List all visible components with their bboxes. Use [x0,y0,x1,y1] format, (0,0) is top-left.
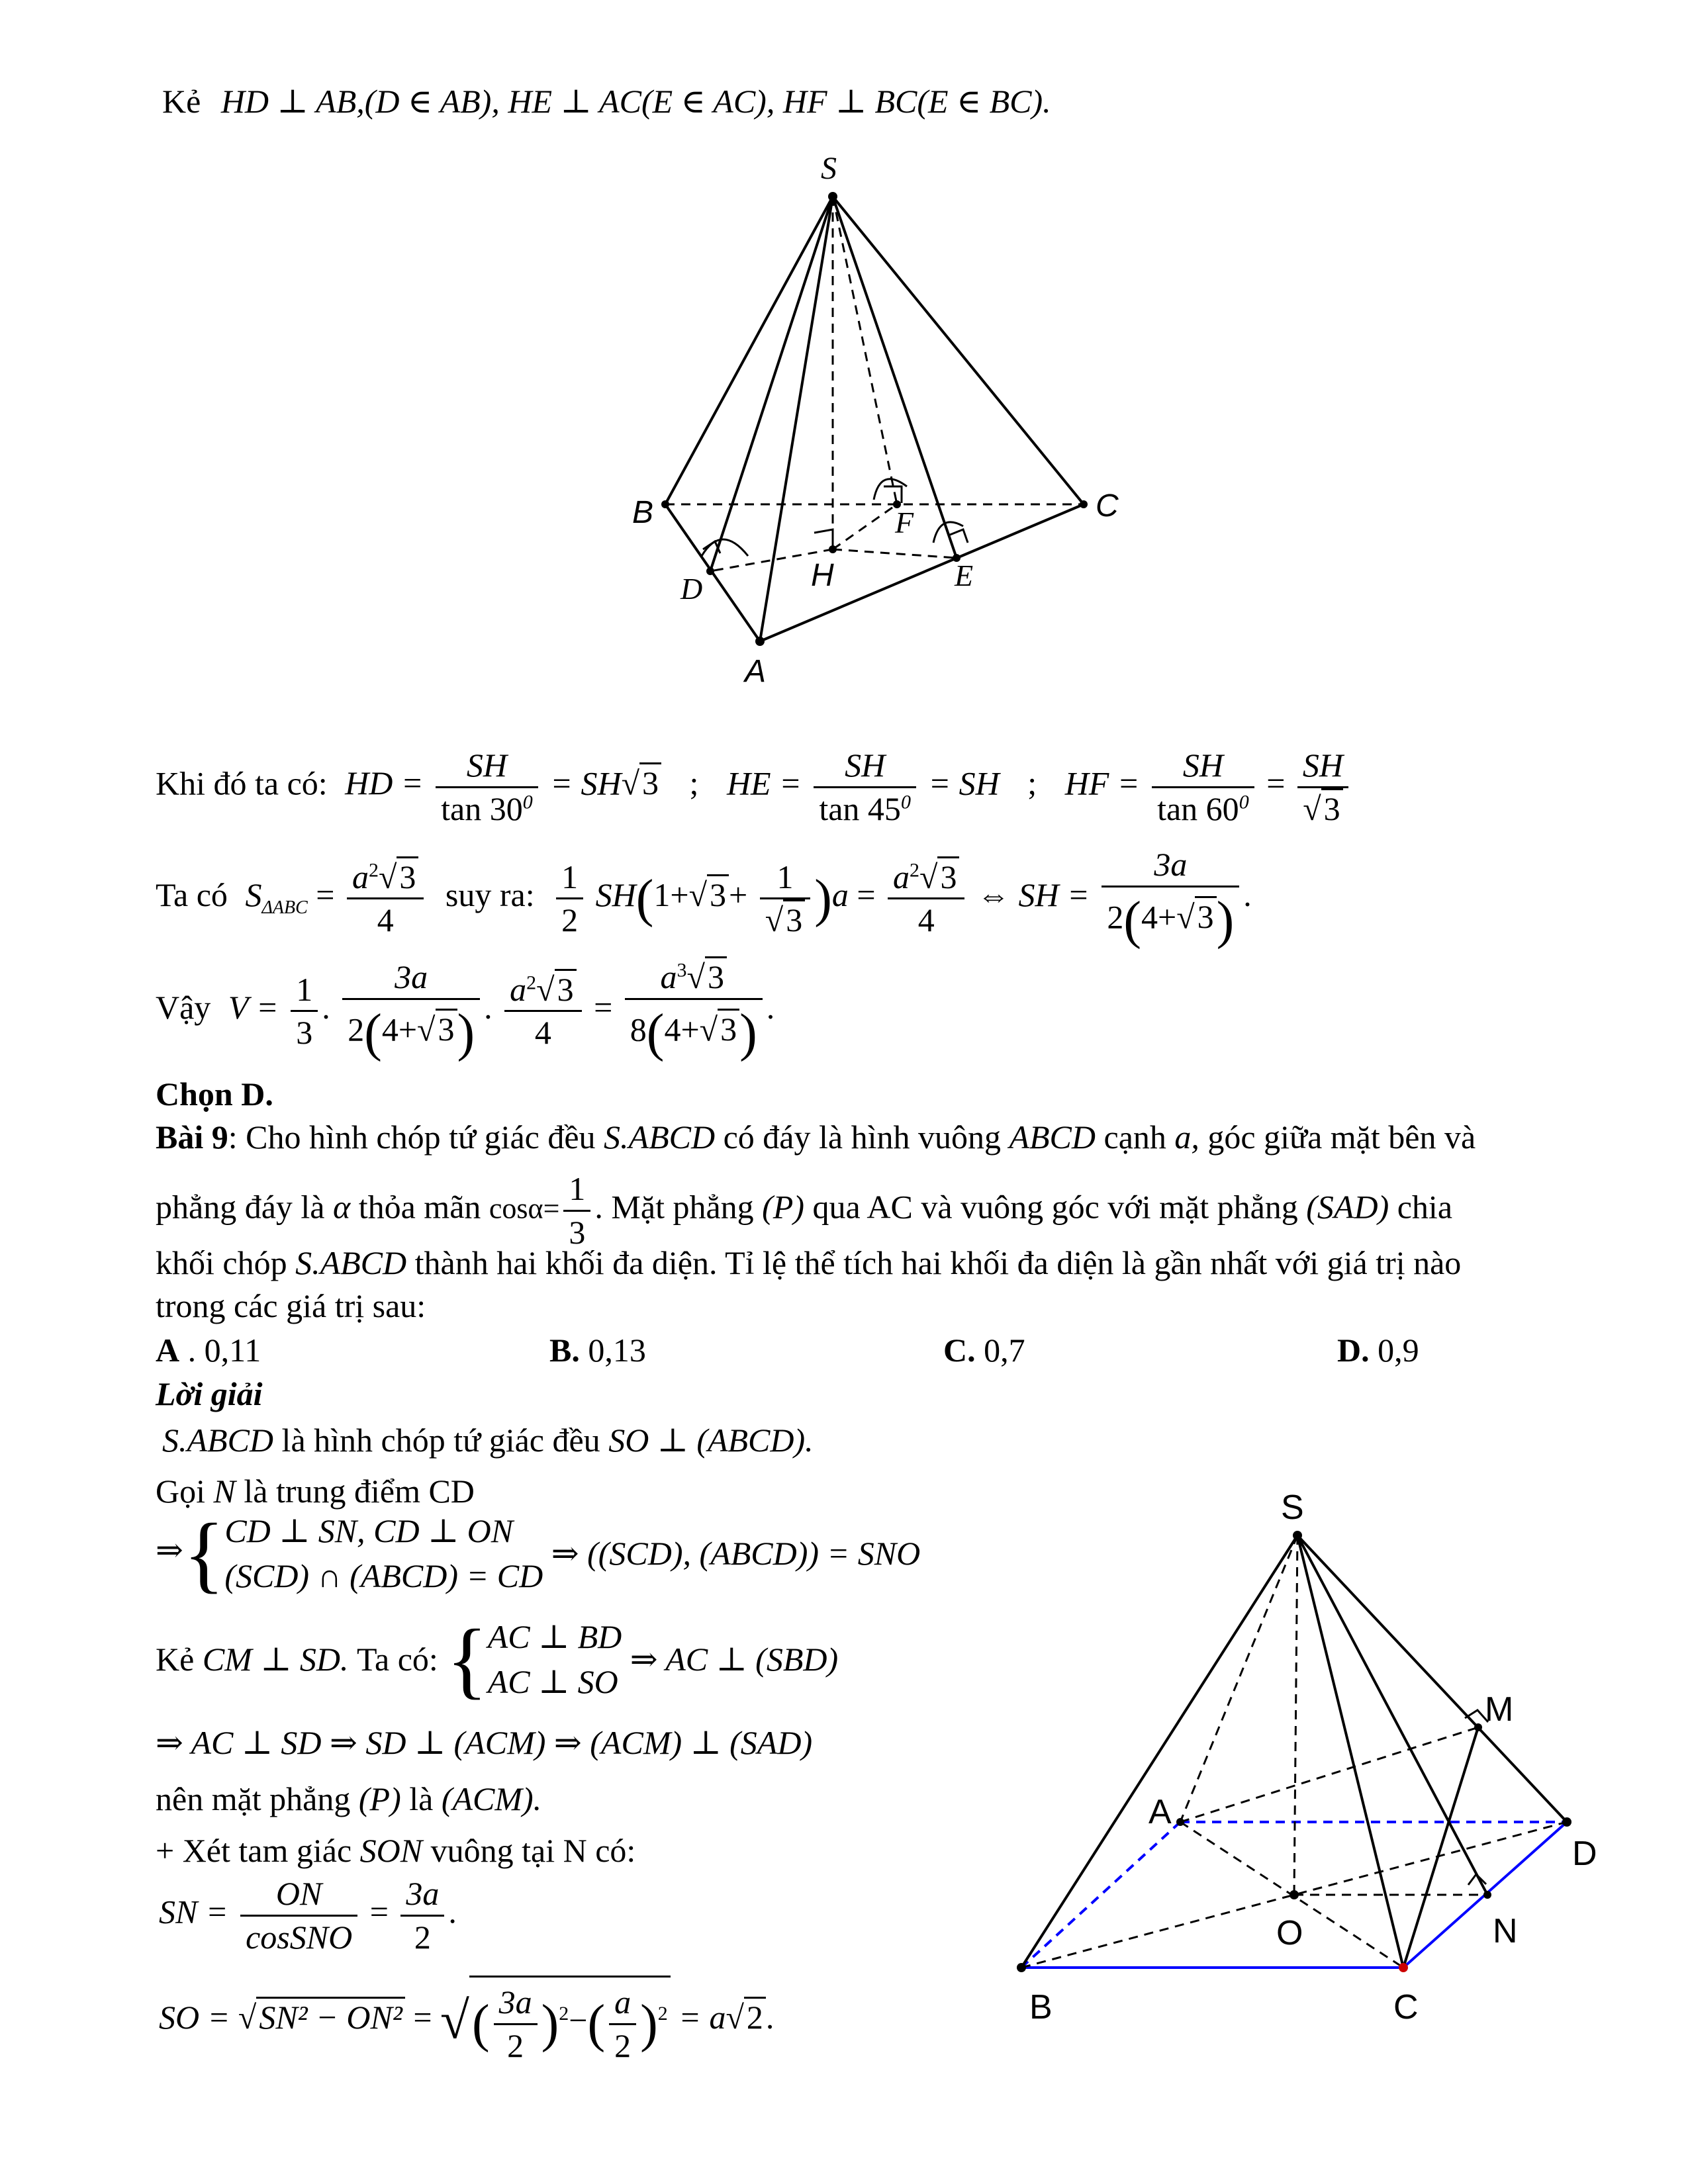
figure-pyramid-sabcd [980,1456,1642,2038]
label-m2: M [1485,1690,1514,1729]
sh-den-2: 2 [1107,897,1124,935]
point-c2 [1399,1963,1408,1972]
sol-s4m: CM ⊥ SD. [202,1640,349,1678]
he-lhs: HE = [726,764,802,802]
point-h [829,545,837,553]
inv-den: √3 [760,899,810,941]
sol-s6acm: (ACM). [441,1780,542,1817]
answer-a [156,1332,261,1370]
point-a [755,637,765,646]
sol-s4b: Ta có: [356,1640,438,1678]
v-f2-den-sqrt: 3 [436,1009,457,1048]
bai9-l1-m3: a, [1174,1118,1199,1156]
vay-lead: Vậy [156,989,211,1026]
line-ta-co: Ta có $S_{\Delta ABC}$ = $\frac{a^2√3}{4}$ suy ra: $\frac{1}{2}$ SH(1+√3+ $\frac{1}{√3}$ )a = $\frac{a^2√3}{4}$ ⇔ SH = $\frac{3a}{2(4+√3)}$ . [156,844,1252,954]
point-d [706,567,714,575]
sol-s7m: SON [359,1832,423,1869]
label-n2: N [1493,1912,1518,1950]
label-o2: O [1276,1914,1303,1952]
answer-c-value: 0,7 [984,1332,1025,1369]
v-f4-sup: 3 [677,959,687,981]
he-den-text: tan 45 [819,790,901,827]
sn-end: . [448,1893,457,1931]
line-ke-perpendiculars [162,83,1051,121]
v-fraction2 [342,956,480,1066]
label-a2: A [1149,1793,1172,1831]
sol-line2 [156,1473,475,1511]
v-f4-den-8: 8 [630,1010,647,1048]
sol-line5: ⇒ AC ⊥ SD ⇒ SD ⊥ (ACM) ⇒ (ACM) ⊥ (SAD) [156,1724,813,1761]
hd-den [436,788,538,830]
edge-sc [833,197,1084,504]
edge-sa2-hidden [1180,1535,1297,1822]
v-f2-num: 3a [342,956,480,1000]
sh-den-sqrt: 3 [1195,896,1217,935]
point-b2 [1017,1963,1026,1972]
hf-den-text: tan 60 [1157,790,1239,827]
he-fraction [814,745,916,829]
v-f2-den-4plus: 4+ [381,1010,418,1048]
label-s2: S [1281,1488,1304,1527]
ke-word: Kẻ [162,83,201,120]
edge-sf-hidden [833,197,897,504]
area-num: $a^2√3$ [347,856,424,900]
so-p1-sq: 2 [559,2002,569,2025]
hd-deg: 0 [522,790,533,813]
label-c2: C [1393,1988,1419,2026]
bai9-cos: cosα= [489,1192,560,1225]
point-a2 [1176,1818,1184,1826]
sol-s6a: nên mặt phẳng [156,1780,351,1817]
sn-den: cosSNO [246,1918,353,1956]
edge-sc2 [1297,1535,1403,1968]
s-sub: ΔABC [261,897,308,919]
answer-a-sep: . [179,1332,197,1369]
hf-fraction2 [1297,745,1348,829]
point-m2 [1474,1723,1482,1731]
area2-sqrt: 3 [937,856,959,895]
bai9-l1-m1: S.ABCD [604,1118,716,1156]
s-label: S [245,876,262,914]
so-eq: = [413,1998,432,2036]
so-p2-sq: 2 [657,2002,668,2025]
area-a: a [352,858,369,895]
cos-den: 3 [569,1213,586,1251]
v-f4-den-4plus: 4+ [664,1010,700,1048]
answer-d-value: 0,9 [1378,1332,1419,1369]
answer-b-value: 0,13 [588,1332,646,1369]
sol-s4-top: AC ⊥ BD [487,1618,622,1655]
hf-eq: = [1266,764,1286,802]
area-sqrt: 3 [397,856,418,895]
suy-ra: suy ra: [445,876,535,914]
label-a: A [745,654,767,689]
hf-num2: SH [1297,745,1348,788]
answer-c [943,1332,1025,1370]
sol-line7 [156,1832,635,1870]
bai9-l1-m2: ABCD [1009,1118,1096,1156]
cos-num: 1 [563,1168,590,1212]
point-s [828,192,837,201]
sol-s3-system [224,1509,543,1598]
hf-lhs: HF = [1064,764,1140,802]
right-angle-f [884,486,902,503]
label-b: B [632,495,654,530]
sol-s4a: Kẻ [156,1640,195,1678]
so-lhs: SO = [159,1998,230,2036]
sn-fraction2 [400,1873,444,1958]
bai9-l1b: có đáy là hình vuông [723,1118,1001,1156]
one-plus: 1+ [653,876,689,914]
sh-term: SH [595,876,636,914]
sol-line8 [159,1873,457,1958]
sol-line4 [156,1612,839,1707]
answer-a-value: 0,11 [204,1332,261,1369]
sn-eq: = [369,1893,389,1931]
sol-s6p: (P) [358,1780,401,1817]
hd-den-text: tan 30 [441,790,523,827]
v-f4-den-sqrt: 3 [718,1009,739,1048]
sol-line9: SO = √SN² − ON² = √( $\frac{3a}{2}$ )$^2$−( $\frac{a}{2}$ )$^2$ = a√2. [159,1976,774,2066]
a-term: a [831,876,849,914]
v-f3-den: 4 [534,1014,551,1052]
hf-den2: √3 [1297,788,1348,830]
so-rhs-sqrt: 2 [744,1997,766,2036]
sol-s3-bot: (SCD) ∩ (ABCD) = CD [224,1557,543,1594]
hf-fraction [1152,745,1254,829]
sh-result-den: 2(4+√3) [1107,891,1235,950]
so-radicand: SN² − ON² [256,1997,405,2036]
point-c [1080,500,1088,508]
answer-d-key: D. [1337,1332,1370,1369]
label-f: F [895,506,914,539]
sol-s7b: vuông tại N có: [430,1832,636,1869]
answer-b [549,1332,646,1370]
eq2: = [857,876,876,914]
sol-s7a: + Xét tam giác [156,1832,352,1869]
he-deg: 0 [900,790,911,813]
he-den [814,788,916,830]
edge-so2-hidden [1294,1535,1297,1895]
v-f4-sqrt: 3 [705,956,727,995]
so-p2n: a [609,1981,636,2025]
hd-fraction [436,745,538,829]
bai9-line1 [156,1118,1476,1157]
edge-cm2 [1403,1727,1478,1968]
so-end: . [765,1998,774,2036]
sh-result-fraction [1102,844,1239,954]
bai9-l2b: thỏa mãn [358,1188,481,1226]
inv-num: 1 [760,856,810,900]
so-p1-fraction [494,1981,538,2066]
label-h: H [811,558,834,593]
sol-line1 [162,1422,814,1460]
chon-answer: Chọn D. [156,1075,273,1113]
bai9-l2c: . Mặt phẳng [594,1188,754,1226]
bai9-l3b: thành hai khối đa diện. Tỉ lệ thể tích hai khối đa diện là gần nhất với giá trị nào [414,1244,1462,1281]
bai9-line2 [156,1168,1452,1253]
area2-sup: 2 [910,859,920,882]
sol-line3 [156,1506,921,1602]
sol-s1-m2: SO ⊥ (ABCD). [608,1422,814,1459]
bai9-l2d: qua AC và vuông góc với mặt phẳng [812,1188,1298,1226]
bai9-l3a: khối chóp [156,1244,287,1281]
line-khi-do: Khi đó ta có: HD = $\frac{SH}{\tan 30^0}$ = SH√3 ; HE = $\frac{SH}{\tan 45^0}$ = SH ; HF = $\frac{SH}{\tan 60^0}$ = $\frac{SH}{√3}$ [156,745,1352,829]
he-num: SH [814,745,916,788]
v-f2-den-2: 2 [348,1010,365,1048]
perpendicular-math: HD ⊥ AB,(D ∈ AB), HE ⊥ AC(E ∈ AC), HF ⊥ BC(E ∈ BC). [220,83,1051,120]
inv-den-sqrt: 3 [783,899,805,938]
right-angle-n [1468,1874,1486,1885]
half-den: 2 [561,901,579,939]
edge-ac [760,504,1084,641]
v-f3-sup: 2 [526,972,537,994]
area2-den: 4 [917,901,935,939]
bai9-alpha: α [332,1188,351,1226]
half-num: 1 [556,856,583,900]
edge-he-hidden [833,549,957,558]
sep2: ; [1027,764,1037,802]
sn-num: ON [240,1873,357,1917]
bai9-l2e: chia [1397,1188,1453,1226]
brace-1: { [183,1506,225,1602]
sn-fraction [240,1873,357,1958]
v-f3-a: a [510,970,527,1008]
edge-sd [710,197,833,571]
bai9-line4: trong các giá trị sau: [156,1287,426,1324]
brace-2: { [446,1612,488,1707]
v-eq: V = [228,989,279,1026]
so-p2-fraction [609,1981,636,2066]
area-den: 4 [377,901,394,939]
area2-num: $a^2√3$ [888,856,964,900]
area-fraction2 [888,856,964,941]
hf-num: SH [1152,745,1254,788]
half-fraction [556,856,583,941]
sol-s1-m: S.ABCD [162,1422,274,1459]
so-big-radicand: ( $\frac{3a}{2}$ )$^2$−( $\frac{a}{2}$ )$^2$ [469,1976,671,2066]
v-f3-sqrt: 3 [555,969,577,1008]
iff-sh: ⇔ SH = [976,876,1090,914]
ta-co-dot: . [1243,876,1252,914]
bai9-sad: (SAD) [1306,1188,1389,1226]
inv-fraction [760,856,810,941]
hf-deg: 0 [1239,790,1249,813]
so-rhs: = a [679,1998,726,2036]
sol-s4-bot: AC ⊥ SO [487,1662,618,1700]
figure-pyramid-sabc [596,139,1192,708]
so-minus: − [569,2001,588,2039]
label-b2: B [1029,1988,1053,2026]
label-d2: D [1572,1835,1597,1873]
v-fraction4 [625,956,763,1066]
hf-den2-sqrt: 3 [1321,788,1343,827]
sep1: ; [689,764,699,802]
area2-a: a [893,858,910,895]
answer-a-key: A [156,1332,180,1369]
edge-sd2 [1297,1535,1567,1822]
label-d: D [680,572,703,606]
edge-hf-hidden [833,504,897,549]
s-eq: = [316,876,335,914]
bai9-l3-m: S.ABCD [295,1244,407,1281]
line-vay: Vậy V = $\frac{1}{3}$ . $\frac{3a}{2(4+√3)}$ . $\frac{a^2√3}{4}$ = $\frac{a^3√3}{8(4+√3)}$ . [156,956,774,1066]
sol-s3-top: CD ⊥ SN, CD ⊥ ON [224,1512,514,1549]
bai9-plane-p: (P) [762,1188,804,1226]
so-p1d: 2 [507,2026,524,2064]
v-eq2: = [594,989,613,1026]
sh-den-4plus: 4+ [1141,897,1177,935]
point-b [661,500,669,508]
sol-s4-rhs: ⇒ AC ⊥ (SBD) [630,1640,839,1678]
bai9-l1c: cạnh [1103,1118,1166,1156]
point-o2 [1289,1890,1299,1899]
so-p1n: 3a [494,1981,538,2025]
hd-num: SH [436,745,538,788]
sn-num2: 3a [400,1873,444,1917]
area-sup: 2 [368,859,379,882]
bai9-l1a: : Cho hình chóp tứ giác đều [228,1118,596,1156]
sol-s1-t: là hình chóp tứ giác đều [281,1422,600,1459]
sol-s2a: Gọi [156,1473,205,1510]
sol-s3-arrow: ⇒ [156,1531,183,1569]
v-f3-num: $a^2√3$ [504,969,581,1013]
third-fraction [291,969,318,1054]
answer-c-key: C. [943,1332,976,1369]
sol-s6b: là [409,1780,434,1817]
hd-rhs: = SH [550,764,622,802]
sol-s3-rhs: ⇒ ((SCD), (ABCD)) = SNO [551,1534,921,1572]
label-c: C [1096,488,1119,523]
v-f2-den: 2(4+√3) [348,1003,475,1062]
hd-lhs: HD = [345,764,424,802]
point-n2 [1483,1891,1491,1899]
area-fraction [347,856,424,941]
label-s: S [821,151,837,186]
sol-line6 [156,1780,541,1819]
bai9-line3 [156,1244,1461,1283]
hd-rhs-sqrt: 3 [639,762,661,801]
answer-d [1337,1332,1419,1370]
point-s2 [1293,1531,1302,1540]
v-f4-num: $a^3√3$ [625,956,763,1000]
bai9-l1d: góc giữa mặt bên và [1207,1118,1476,1156]
angle-arc-d [702,539,748,556]
he-rhs: = SH [928,764,1000,802]
answer-b-key: B. [549,1332,580,1369]
v-f4-den: 8(4+√3) [630,1003,757,1062]
point-d2 [1562,1817,1571,1827]
edge-sb2 [1021,1535,1297,1968]
sh-result-num: 3a [1102,844,1239,887]
cos-fraction [563,1168,590,1253]
edge-am2-hidden [1180,1727,1478,1822]
khi-do-lead: Khi đó ta có: [156,764,328,802]
hf-den [1152,788,1254,830]
right-angle-h [814,529,833,548]
right-angle-e [950,529,968,543]
sol-s8-lhs: SN = [159,1893,228,1931]
so-p2d: 2 [614,2026,632,2064]
v-fraction3 [504,969,581,1054]
sol-s4-system [488,1615,622,1704]
sn-den2: 2 [414,1918,431,1956]
bai9-label: Bài 9 [156,1118,228,1156]
sol-s2n: N [213,1473,236,1510]
sol-s2b: là trung điểm CD [244,1473,475,1510]
third-den: 3 [296,1014,313,1052]
edge-sn2 [1297,1535,1487,1895]
bai9-l2a: phẳng đáy là [156,1188,325,1226]
label-e: E [955,559,974,592]
ta-co-lead: Ta có [156,876,228,914]
v-f4-a: a [660,958,677,995]
third-num: 1 [291,969,318,1013]
loi-giai-heading: Lời giải [156,1375,263,1412]
vay-end: . [766,989,775,1026]
plus-term: + [729,876,748,914]
sqrt3-term: 3 [707,874,729,913]
